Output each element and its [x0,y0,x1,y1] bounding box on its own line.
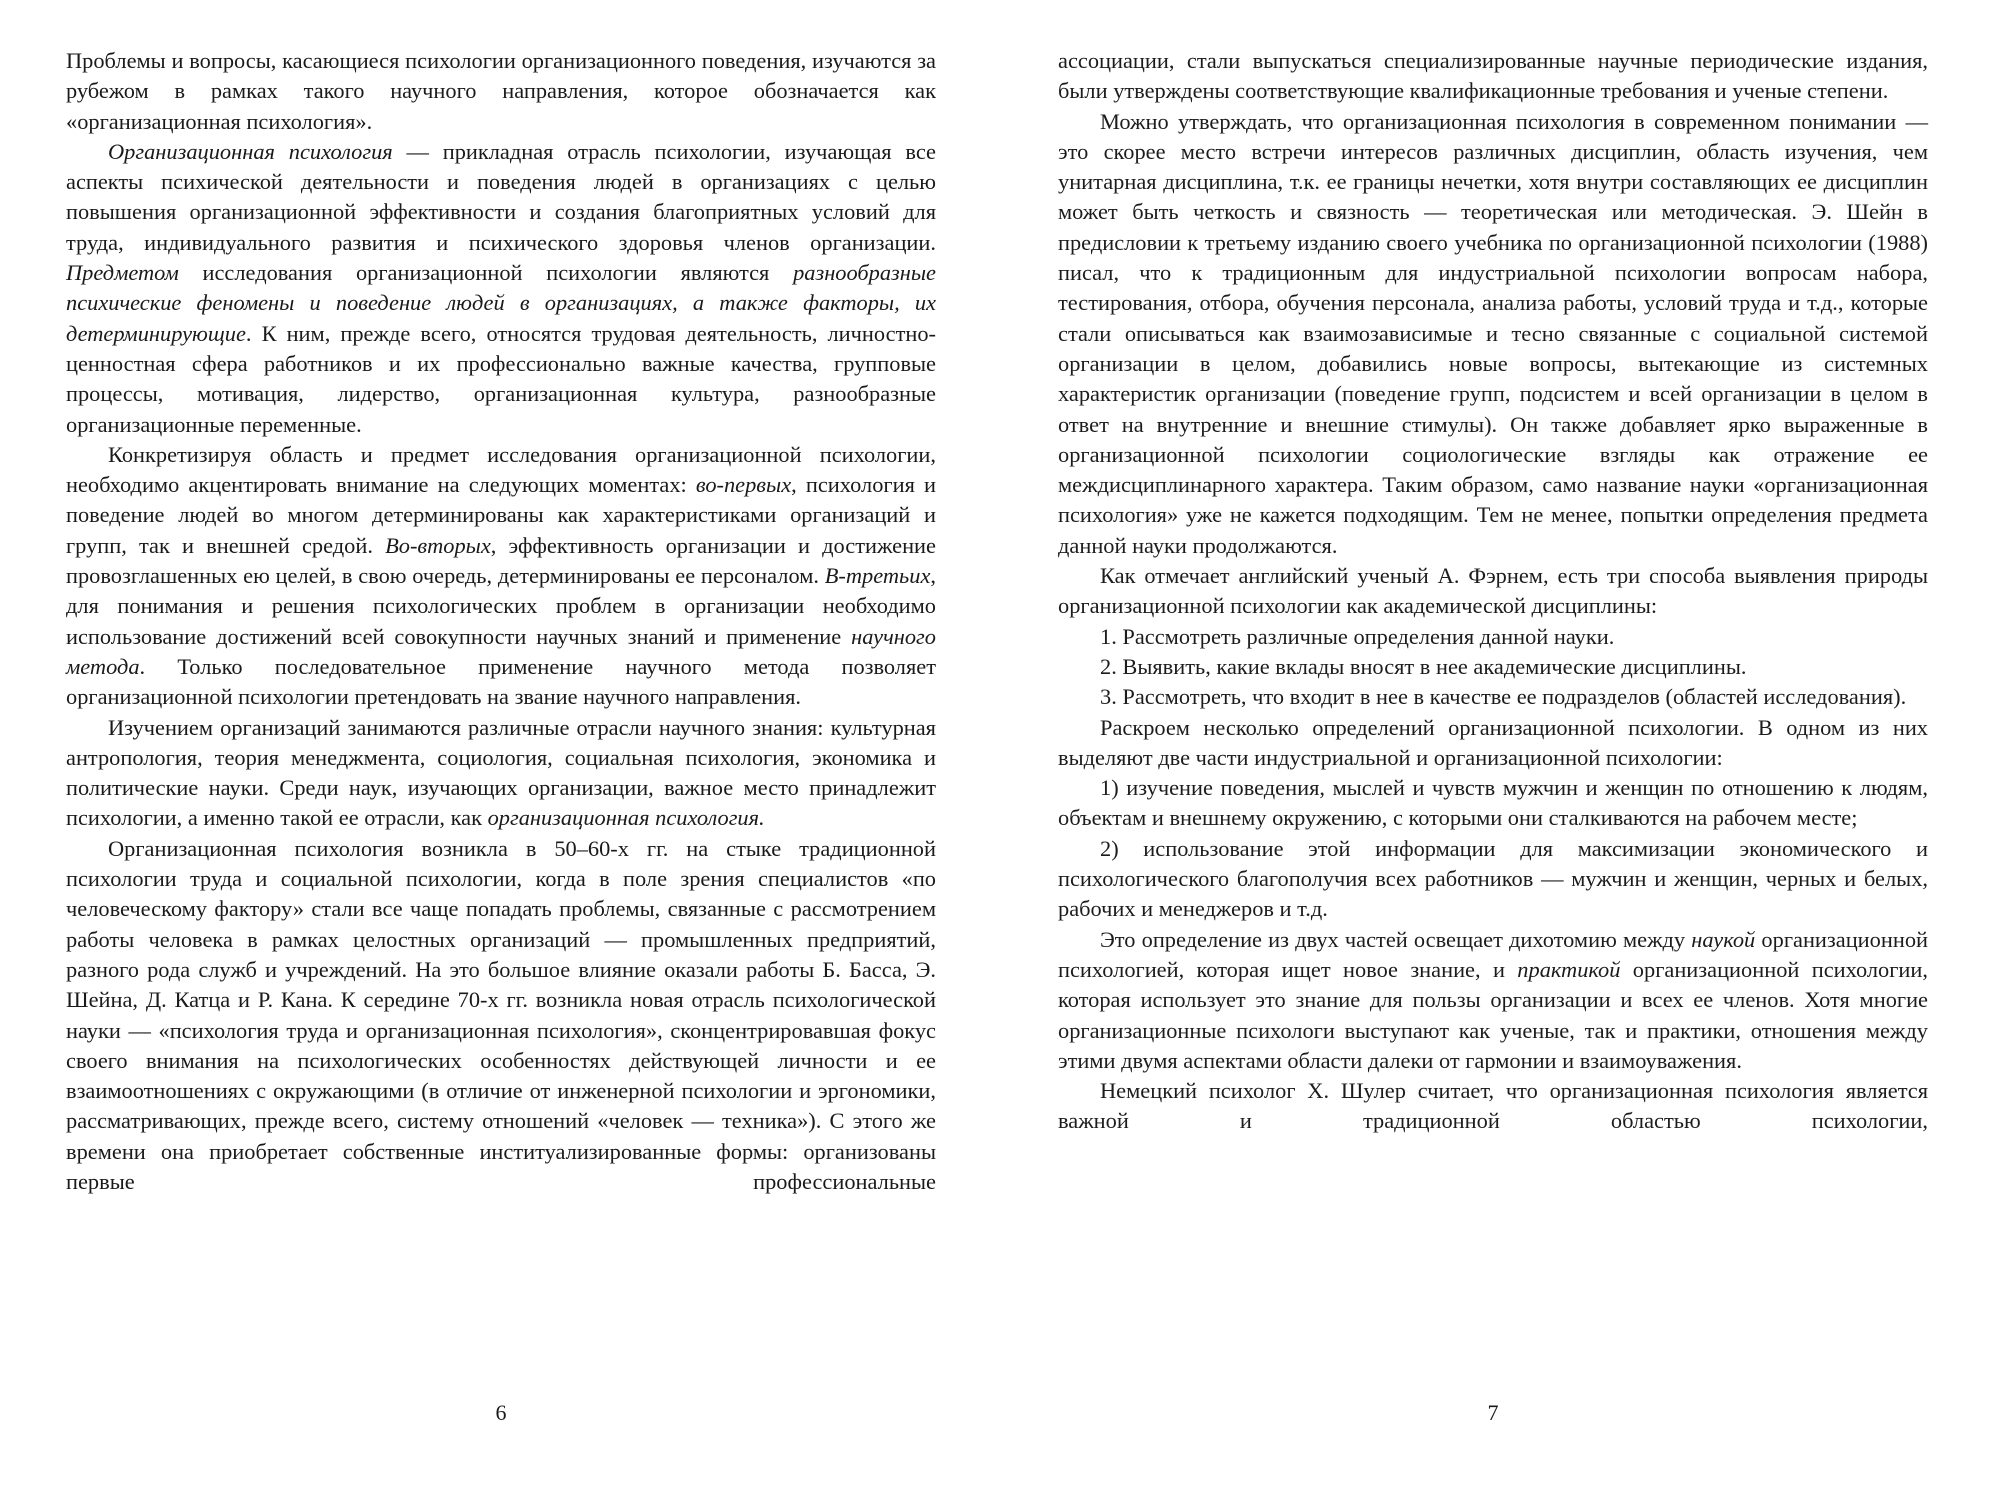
italic-text: Во-вторых [385,532,491,558]
text-run: Проблемы и вопросы, касающиеся психологии организационного поведения, изучаются за рубежом в рамках такого научного направления, которое обозначается как «организационная психология». [66,48,936,134]
italic-text: Предметом [66,260,179,286]
left-page-text [66,46,936,1197]
text-run: Организационная психология возникла в 50–60-х гг. на стыке традиционной психологии труда и социальной психологии, когда в поле зрения специалистов «по человеческому фактору» стали все чаще попадать проблемы, связанные с рассмотрением работы человека в рамках целостных организаций — промышленных предприятий, разного рода служб и учреждений. На это большое влияние оказали работы Б. Басса, Э. Шейна, Д. Катца и Р. Кана. К середине 70-х гг. возникла новая отрасль психологической науки — «психология труда и организационная психология», сконцентрировавшая фокус своего внимания на психологических особенностях действующей личности и ее взаимоотношениях с окружающими (в отличие от инженерной психологии и эргономики, рассматривающих, прежде всего, систему отношений «человек — техника»). С этого же времени она приобретает собственные институализированные формы: организованы первые профессиональные [66,835,936,1194]
text-run: Раскроем несколько определений организационной психологии. В одном из них выделяют две части индустриальной и организационной психологии: [1058,714,1928,770]
text-run: Конкретизируя область и предмет исследования организационной психологии, необходимо акцентировать внимание на следующих моментах: [66,441,936,498]
italic-text: организационная психология. [487,805,765,831]
paragraph [1058,682,1928,712]
text-run: исследования организационной психологии являются [178,260,794,286]
paragraph [66,713,936,834]
italic-text: В-третьих [824,563,931,589]
text-run: ассоциации, стали выпускаться специализированные научные периодические издания, были утверждены соответствующие квалификационные требования и ученые степени. [1058,48,1928,104]
italic-text: во-первых [695,472,792,498]
text-run: . К ним, прежде всего, относятся трудовая деятельность, личностно-ценностная сфера работников и их профессионально важные качества, групповые процессы, мотивация, лидерство, организационная культура, разнообразные организационные переменные. [66,320,936,437]
paragraph [1058,713,1928,774]
text-run: 1) изучение поведения, мыслей и чувств мужчин и женщин по отношению к людям, объектам и внешнему окружению, с которыми они сталкиваются на рабочем месте; [1058,775,1928,831]
paragraph [1058,834,1928,925]
paragraph [1058,107,1928,561]
italic-text: практикой [1517,956,1621,982]
right-page [1058,46,1928,1425]
text-run: Это определение из двух частей освещает дихотомию между [1100,926,1692,952]
text-run: — прикладная отрасль психологии, изучающая все аспекты психической деятельности и поведения людей в организациях с целью повышения организационной эффективности и создания благоприятных условий для труда, индивидуального развития и психического здоровья членов организации. [66,138,936,255]
paragraph [1058,1076,1928,1137]
text-run: 3. Рассмотреть, что входит в нее в качестве ее подразделов (областей исследования). [1100,684,1907,710]
left-page [66,46,936,1425]
italic-text: научного метода [66,623,936,679]
right-page-text [1058,46,1928,1137]
text-run: 2) использование этой информации для максимизации экономического и психологического благополучия всех работников — мужчин и женщин, черных и белых, рабочих и менеджеров и т.д. [1058,835,1928,922]
paragraph [1058,622,1928,652]
text-run: Изучением организаций занимаются различные отрасли научного знания: культурная антропология, теория менеджмента, социология, социальная психология, экономика и политические науки. Среди наук, изучающих организации, важное место принадлежит психологии, а именно такой ее отрасли, как [66,714,936,831]
paragraph [66,46,936,137]
paragraph [1058,46,1928,107]
text-run: . Только последовательное применение научного метода позволяет организационной психологии претендовать на звание научного направления. [66,653,936,710]
text-run: 2. Выявить, какие вклады вносят в нее академические дисциплины. [1100,653,1747,679]
paragraph [66,834,936,1198]
text-run: Можно утверждать, что организационная психология в современном понимании — это скорее место встречи интересов различных дисциплин, область изучения, чем унитарная дисциплина, т.к. ее границы нечетки, хотя внутри составляющих ее дисциплин может быть четкость и связность — теоретическая или методическая. Э. Шейн в предисловии к третьему изданию своего учебника по организационной психологии (1988) писал, что к традиционным для индустриальной психологии вопросам набора, тестирования, отбора, обучения персонала, анализа работы, условий труда и т.д., которые стали описываться как взаимозависимые и тесно связанные с социальной системой организации в целом, добавились новые вопросы, вытекающие из системных характеристик организации (поведение групп, подсистем и всей организации в целом в ответ на внутренние и внешние стимулы). Он также добавляет ярко выраженные в организационной психологии социологические взгляды как отражение ее междисциплинарного характера. Таким образом, само название науки «организационная психология» уже не кажется подходящим. Тем не менее, попытки определения предмета данной науки продолжаются. [1058,108,1928,558]
paragraph [1058,561,1928,622]
italic-text: разнообразные психические феномены и поведение людей в организациях, а также факторы, их детерминирующие [66,260,936,346]
text-run: 1. Рассмотреть различные определения данной науки. [1100,623,1615,649]
paragraph [66,137,936,440]
paragraph [66,440,936,713]
text-run: Немецкий психолог Х. Шулер считает, что организационная психология является важной и традиционной областью психологии, [1058,1078,1928,1134]
text-run: Как отмечает английский ученый А. Фэрнем, есть три способа выявления природы организационной психологии как академической дисциплины: [1058,563,1928,619]
text-run: организационной психологии, которая использует это знание для пользы организации и всех ее членов. Хотя многие организационные психологи выступают как ученые, так и практики, отношения между этими двумя аспектами области далеки от гармонии и взаимоуважения. [1058,956,1928,1073]
paragraph [1058,773,1928,834]
italic-text: Организационная психология [108,138,393,164]
paragraph [1058,652,1928,682]
page-number-left: 6 [495,1400,507,1425]
text-run: , психология и поведение людей во многом детерминированы как характеристиками организаций и групп, так и внешней средой. [66,472,936,558]
page-number-right: 7 [1487,1400,1499,1425]
text-run: , для понимания и решения психологических проблем в организации необходимо использование достижений всей совокупности научных знаний и применение [66,563,936,649]
text-run: , эффективность организации и достижение провозглашенных ею целей, в свою очередь, детерминированы ее персоналом. [66,532,936,589]
italic-text: наукой [1691,926,1756,952]
text-run: организационной психологией, которая ищет новое знание, и [1058,926,1928,982]
paragraph [1058,925,1928,1076]
